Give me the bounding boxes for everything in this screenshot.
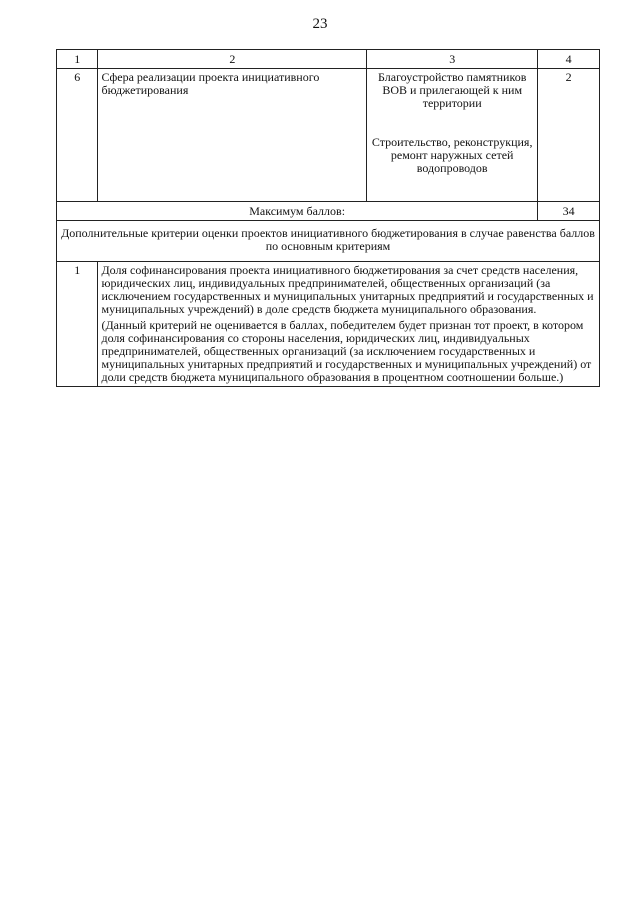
criteria-table <box>56 49 600 387</box>
max-score-label: Максимум баллов: <box>57 202 538 221</box>
row-number: 6 <box>57 69 98 202</box>
table-header-row <box>57 50 600 69</box>
option-monuments: Благоустройство памятников ВОВ и прилегающей к ним территории <box>378 70 527 110</box>
criterion-name <box>98 69 367 202</box>
option-water-networks: Строительство, реконструкция, ремонт наружных сетей водопроводов <box>371 135 533 175</box>
header-col-1: 1 <box>57 50 98 69</box>
cofinancing-criterion <box>98 262 600 387</box>
additional-criteria-heading: Дополнительные критерии оценки проектов инициативного бюджетирования в случае равенства баллов по основным критериям <box>61 226 595 253</box>
table-row <box>57 69 600 202</box>
header-col-2: 2 <box>98 50 367 69</box>
page-number: 23 <box>312 16 328 32</box>
row-number: 1 <box>57 262 98 387</box>
criterion-text: Сфера реализации проекта инициативного бюджетирования <box>101 70 320 97</box>
table-row <box>57 262 600 387</box>
additional-criteria-row <box>57 221 600 262</box>
max-score-value: 34 <box>538 202 600 221</box>
header-col-3: 3 <box>367 50 538 69</box>
header-col-4: 4 <box>538 50 600 69</box>
cofinancing-note: (Данный критерий не оценивается в баллах, победителем будет признан тот проект, в котором доля софинансирования со стороны населения, юридических лиц, индивидуальных предпринимателей, общественных организаций (за исключением государственных и муниципальных унитарных предприятий и государственных и муниципальных учреждений) от доли средств бюджета муниципального образования в процентном соотношении больше.) <box>101 318 592 384</box>
criterion-score: 2 <box>538 69 600 202</box>
additional-criteria-cell <box>57 221 600 262</box>
criterion-options <box>367 69 538 202</box>
max-score-row <box>57 202 600 221</box>
cofinancing-description: Доля софинансирования проекта инициативного бюджетирования за счет средств населения, юридических лиц, индивидуальных предпринимателей, общественных организаций (за исключением государственных и муниципальных унитарных предприятий и государственных и муниципальных учреждений) в доле средств бюджета муниципального образования. <box>101 263 594 316</box>
